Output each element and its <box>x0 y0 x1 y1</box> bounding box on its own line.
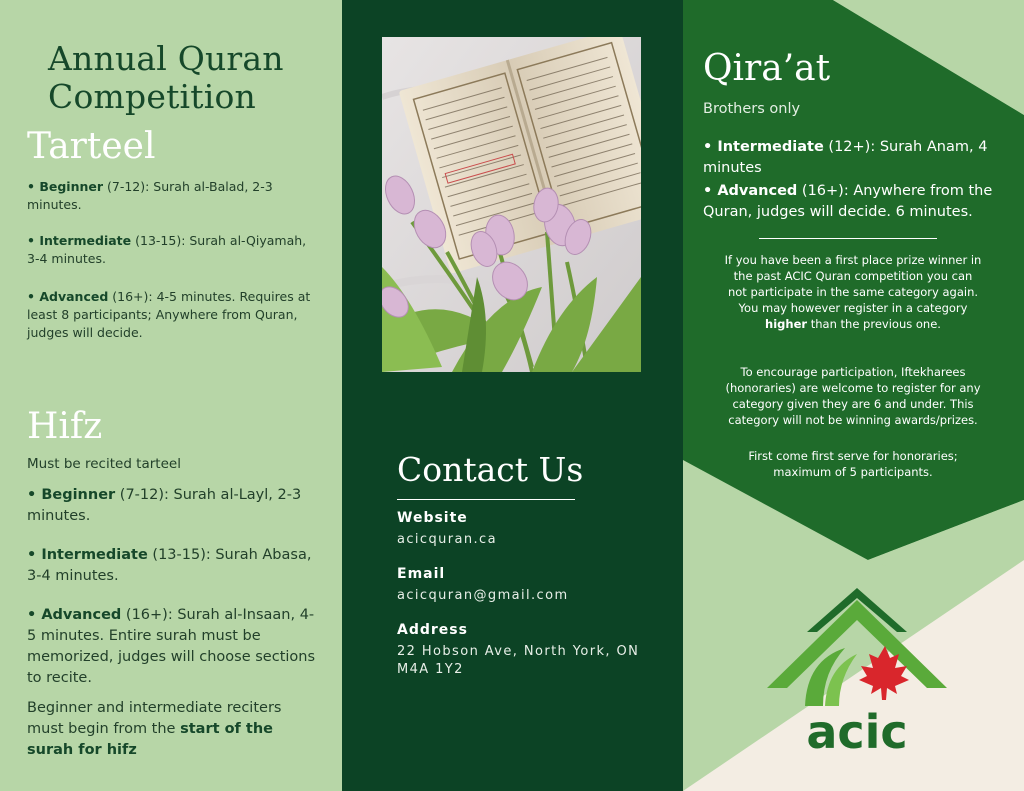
level-detail: (16+): 4-5 minutes. Requires at least 8 participants; Anywhere from Quran, judges will decide. <box>27 289 311 340</box>
acic-logo <box>767 588 947 760</box>
tarteel-beginner <box>27 178 317 214</box>
hifz-note <box>27 698 317 761</box>
note-bold: higher <box>765 317 808 331</box>
website-link[interactable]: acicquran.ca <box>397 532 497 547</box>
level-label: • Advanced <box>27 607 122 623</box>
level-detail: (12+): Surah Anam, 4 minutes <box>703 139 988 176</box>
level-label: • Intermediate <box>27 233 132 248</box>
qiraat-intermediate <box>703 137 1003 179</box>
right-panel <box>683 0 1024 791</box>
level-detail: (16+): Anywhere from the Quran, judges will decide. 6 minutes. <box>703 183 993 220</box>
level-label: • Advanced <box>27 289 109 304</box>
quran-tulips-photo <box>382 37 641 372</box>
qiraat-subtitle: Brothers only <box>703 101 801 117</box>
tarteel-advanced <box>27 288 317 342</box>
left-panel <box>0 0 342 791</box>
level-label: • Advanced <box>703 183 798 199</box>
level-detail: (7-12): Surah al-Balad, 2-3 minutes. <box>27 179 273 212</box>
honoraries-note: To encourage participation, Iftekharees (honoraries) are welcome to register for any category given they are 6 and under. This category will not be winning awards/prizes. <box>725 365 981 427</box>
address-text: 22 Hobson Ave, North York, ON M4A 1Y2 <box>397 644 640 677</box>
level-detail: (7-12): Surah al-Layl, 2-3 minutes. <box>27 487 302 524</box>
hifz-heading: Hifz <box>27 406 103 447</box>
level-detail: (13-15): Surah al-Qiyamah, 3-4 minutes. <box>27 233 307 266</box>
level-detail: (13-15): Surah Abasa, 3-4 minutes. <box>27 547 312 584</box>
note-text-end: than the previous one. <box>807 317 941 331</box>
level-label: • Intermediate <box>703 139 824 155</box>
hifz-intermediate <box>27 545 317 587</box>
qiraat-title: Qira’at <box>703 48 831 89</box>
middle-panel <box>342 0 683 791</box>
tarteel-intermediate <box>27 232 317 268</box>
email-link[interactable]: acicquran@gmail.com <box>397 588 569 603</box>
tarteel-heading: Tarteel <box>27 126 156 167</box>
level-detail: (16+): Surah al-Insaan, 4-5 minutes. Entire surah must be memorized, judges will choose sections to recite. <box>27 607 316 686</box>
qiraat-advanced <box>703 181 1003 223</box>
email-label: Email <box>397 566 446 582</box>
note-bold: start of the surah for hifz <box>27 721 273 758</box>
contact-divider <box>397 499 575 500</box>
hifz-advanced <box>27 605 317 689</box>
address-label: Address <box>397 622 468 638</box>
acic-wordmark: acic <box>806 705 908 759</box>
level-label: • Beginner <box>27 179 104 194</box>
first-come-note: First come first serve for honoraries; maximum of 5 participants. <box>748 449 958 479</box>
note-text: If you have been a first place prize winner in the past ACIC Quran competition you can not participate in the same category again. You may however register in a category <box>724 253 982 315</box>
qiraat-divider <box>759 238 937 239</box>
contact-title: Contact Us <box>397 450 584 489</box>
website-label: Website <box>397 510 468 526</box>
hifz-subtitle: Must be recited tarteel <box>27 456 181 472</box>
prize-winner-note <box>723 252 983 332</box>
hifz-beginner <box>27 485 317 527</box>
competition-title: Annual Quran Competition <box>48 39 284 116</box>
level-label: • Intermediate <box>27 547 148 563</box>
level-label: • Beginner <box>27 487 116 503</box>
note-text: Beginner and intermediate reciters must begin from the <box>27 700 282 737</box>
